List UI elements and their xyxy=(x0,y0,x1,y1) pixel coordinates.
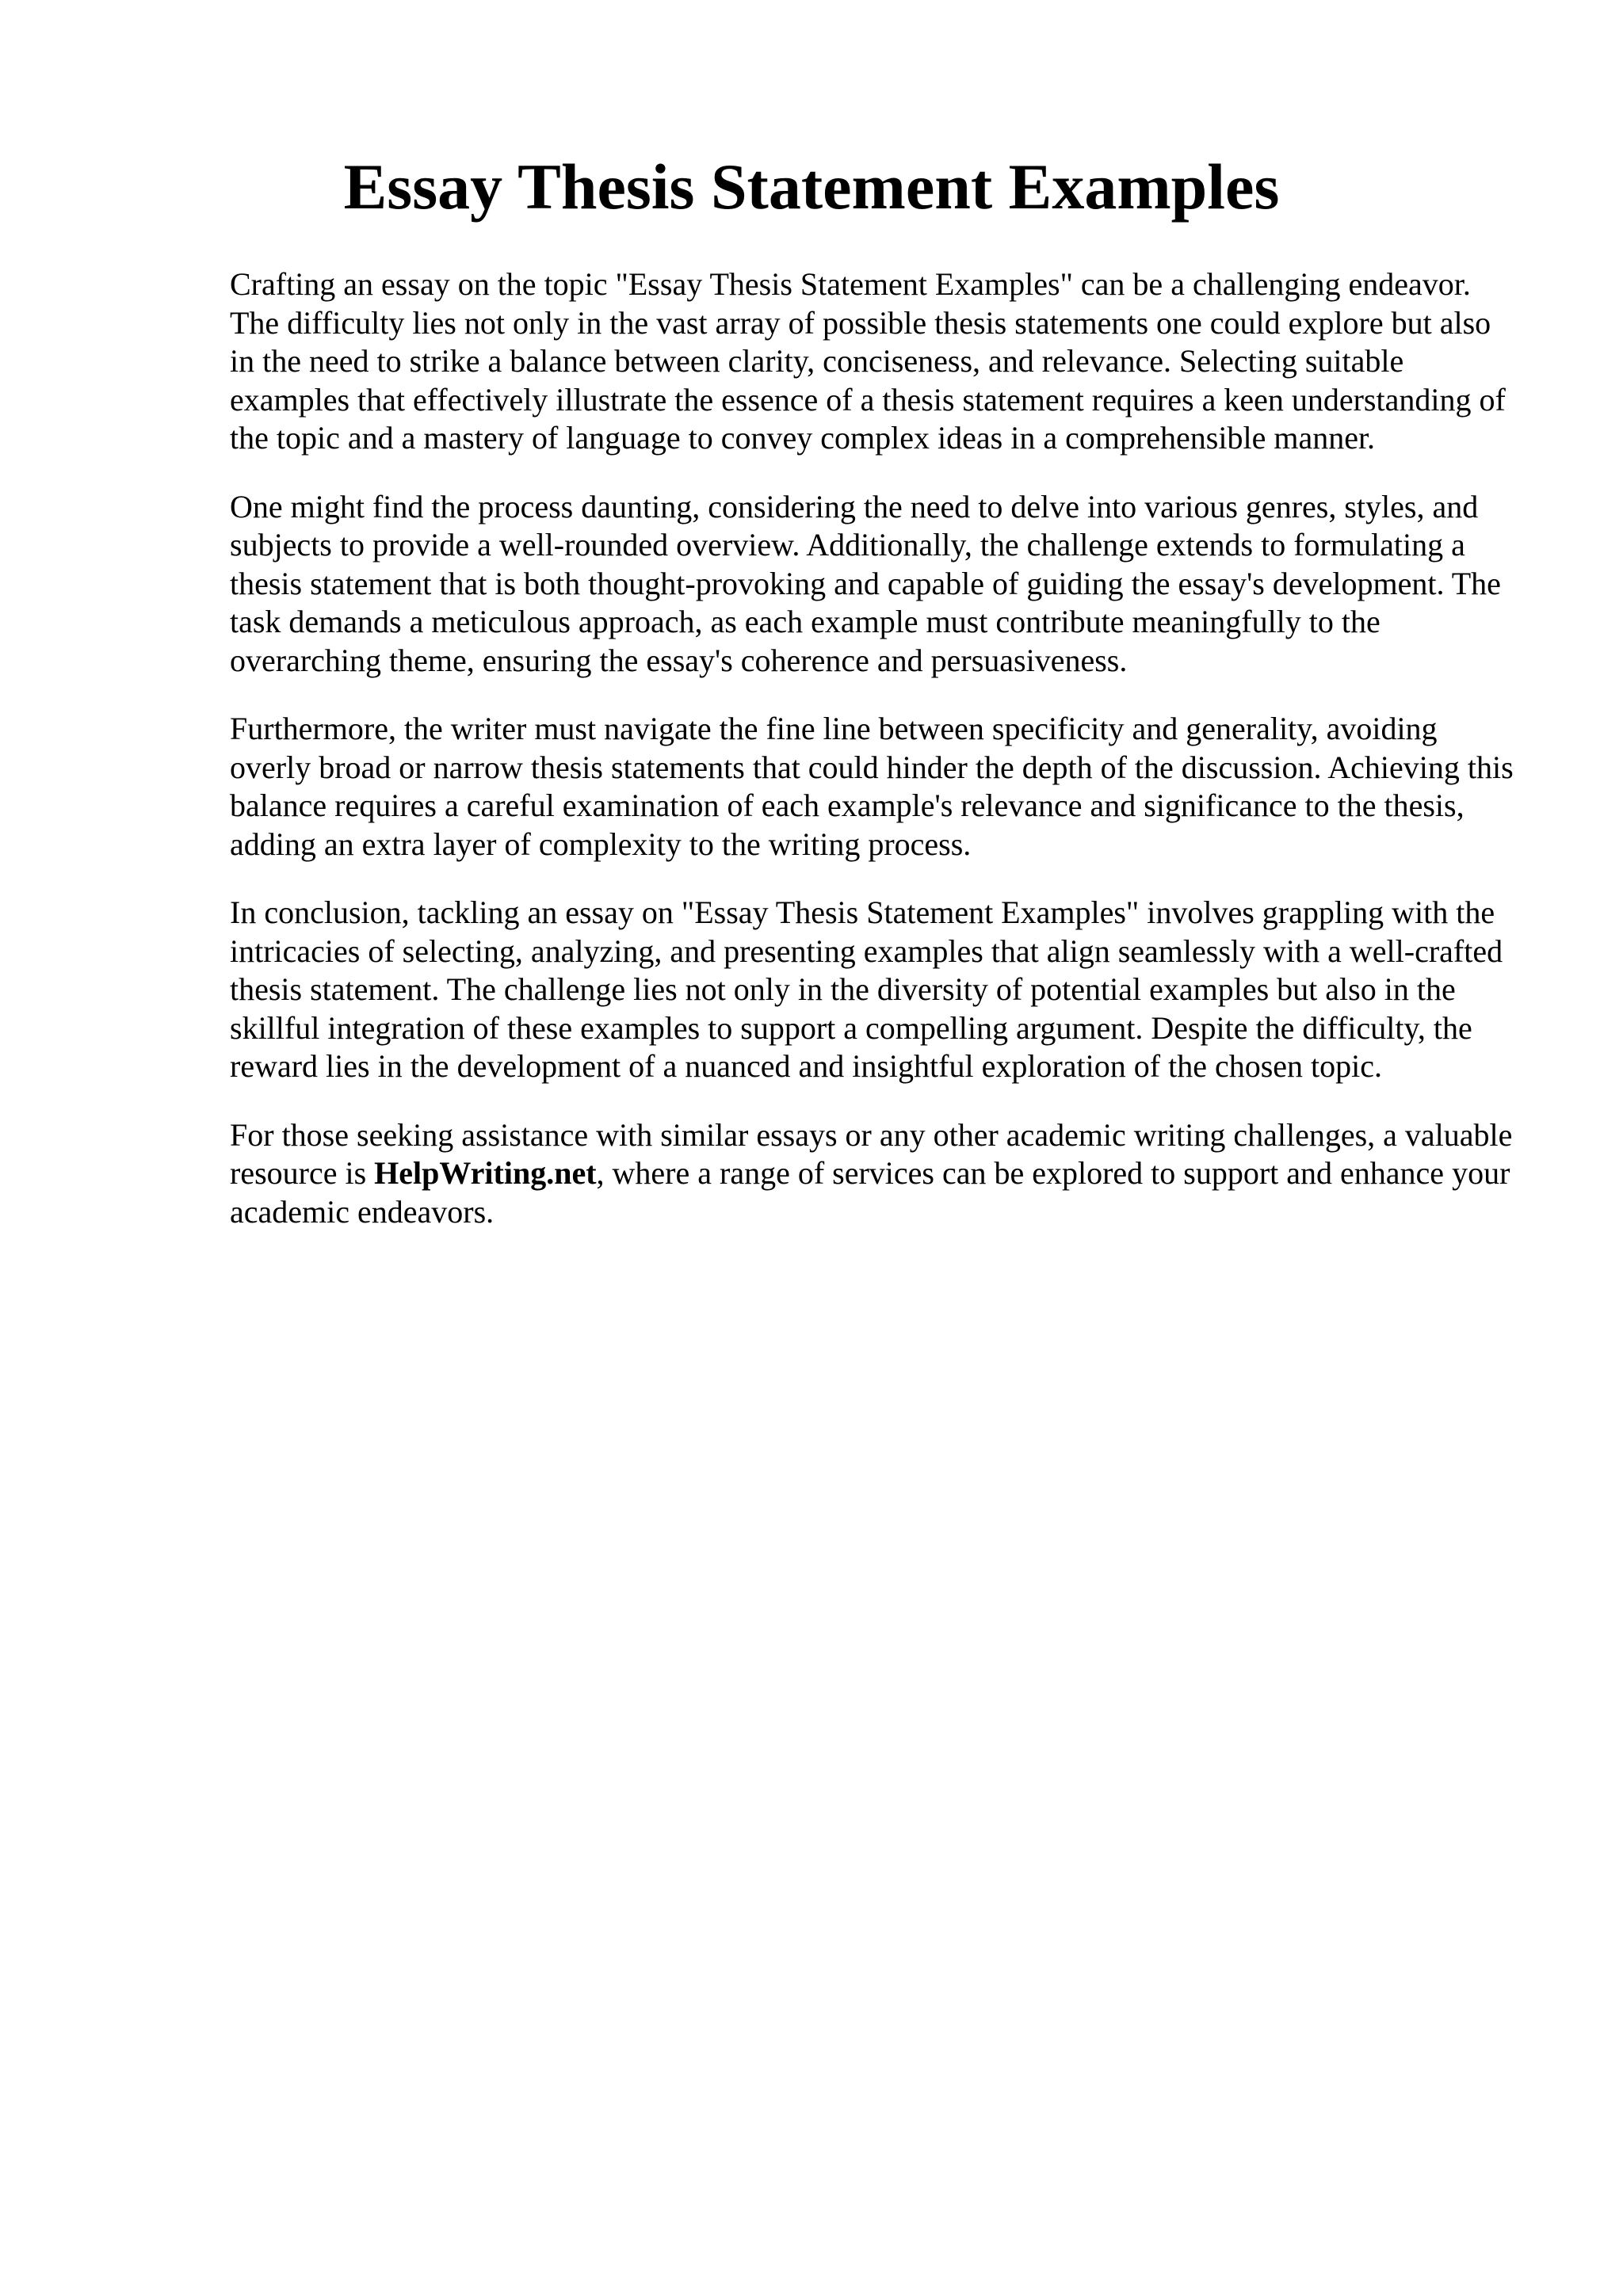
paragraph-conclusion: In conclusion, tackling an essay on "Essay Thesis Statement Examples" involves grappling with the intricacies of selecting, analyzing, and presenting examples that align seamlessly with a well-crafted thesis statement. The challenge lies not only in the diversity of potential examples but also in the skillful integration of these examples to support a compelling argument. Despite the difficulty, the reward lies in the development of a nuanced and insightful exploration of the chosen topic. xyxy=(230,894,1503,1084)
paragraph-closing xyxy=(230,1116,1514,1232)
paragraph-intro: Crafting an essay on the topic "Essay Thesis Statement Examples" can be a challenging endeavor. The difficulty lies not only in the vast array of possible thesis statements one could explore but also in the need to strike a balance between clarity, conciseness, and relevance. Selecting suitable examples that effectively illustrate the essence of a thesis statement requires a keen understanding of the topic and a mastery of language to convey complex ideas in a comprehensible manner. xyxy=(230,266,1506,456)
closing-text-before: For those seeking assistance with similar essays or any other academic writing challenges, a valuable resource is xyxy=(230,1116,1513,1191)
helpwriting-link[interactable]: HelpWriting.net xyxy=(374,1155,597,1191)
document-body xyxy=(230,265,1514,1261)
paragraph-process: One might find the process daunting, considering the need to delve into various genres, styles, and subjects to provide a well-rounded overview. Additionally, the challenge extends to formulating a thesis statement that is both thought-provoking and capable of guiding the essay's development. The task demands a meticulous approach, as each example must contribute meaningfully to the overarching theme, ensuring the essay's coherence and persuasiveness. xyxy=(230,488,1501,678)
closing-text-after: , where a range of services can be explored to support and enhance your academic endeavors. xyxy=(230,1155,1510,1230)
paragraph-balance: Furthermore, the writer must navigate the fine line between specificity and generality, avoiding overly broad or narrow thesis statements that could hinder the depth of the discussion. Achieving this balance requires a careful examination of each example's relevance and significance to the thesis, adding an extra layer of complexity to the writing process. xyxy=(230,711,1514,862)
document-title: Essay Thesis Statement Examples xyxy=(343,151,1280,223)
